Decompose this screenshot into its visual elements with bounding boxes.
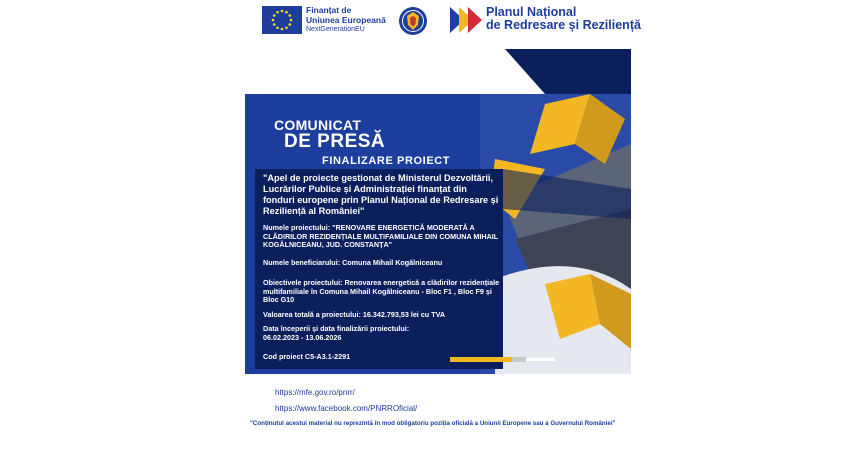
pnrr-logo-line1: Planul Național — [486, 5, 577, 19]
progress-fill — [450, 357, 513, 362]
heading-line2: DE PRESĂ — [284, 131, 386, 152]
pnrr-arrow-icon — [450, 7, 482, 33]
progress-marker — [512, 357, 526, 362]
eu-logo-line1: Finanțat de — [306, 5, 352, 15]
call-description: "Apel de proiecte gestionat de Ministerul Dezvoltării, Lucrărilor Publice și Administrației finanțat din fonduri europene prin Planul Național de Redresare și Reziliență al României" — [263, 173, 499, 216]
pnrr-logo-line2: de Redresare și Reziliență — [486, 18, 641, 32]
project-code: Cod proiect C5-A3.1-2291 — [263, 352, 351, 361]
heading-line1: COMUNICAT — [274, 117, 362, 133]
eu-logo-line3: NextGenerationEU — [306, 26, 365, 33]
eu-logo-line2: Uniunea Europeană — [306, 14, 386, 25]
project-dates-value: 06.02.2023 - 13.06.2026 — [263, 332, 342, 342]
beneficiary: Numele beneficiarului: Comuna Mihail Kogălniceanu — [263, 258, 443, 267]
mfe-website-link[interactable]: https://mfe.gov.ro/pnrr/ — [275, 388, 355, 397]
facebook-link[interactable]: https://www.facebook.com/PNRROficial/ — [275, 404, 418, 413]
project-total-value: Valoarea totală a proiectului: 16.342.793,53 lei cu TVA — [263, 310, 446, 319]
heading-line3: FINALIZARE PROIECT — [322, 155, 451, 167]
pnrr-logo — [450, 5, 650, 37]
project-info-box — [255, 169, 503, 369]
project-dates — [263, 325, 503, 342]
progress-bar — [450, 357, 555, 362]
eu-flag-icon — [262, 6, 302, 34]
eu-funding-logo — [262, 6, 387, 36]
project-objectives: Obiectivele proiectului: Renovarea energetică a clădirilor rezidențiale multifamiliale în Comuna Mihail Kogălniceanu - Bloc F1 , Bloc F9 și Bloc G10 — [263, 278, 500, 305]
eu-disclaimer: "Conținutul acestui material nu reprezintă în mod obligatoriu poziția oficială a Uniunii Europene sau a Guvernului României" — [250, 420, 616, 427]
press-release-poster — [245, 49, 631, 440]
project-name: Numele proiectului: "RENOVARE ENERGETICĂ MODERATĂ A CLĂDIRILOR REZIDENȚIALE MULTIFAMILIALE DIN COMUNA MIHAIL KOGĂLNICEANU, JUD. CONSTANȚA" — [263, 223, 499, 250]
project-dates-label: Data începerii și data finalizării proiectului: — [263, 324, 410, 333]
links-list — [275, 385, 417, 417]
romania-crest-icon — [398, 5, 428, 37]
